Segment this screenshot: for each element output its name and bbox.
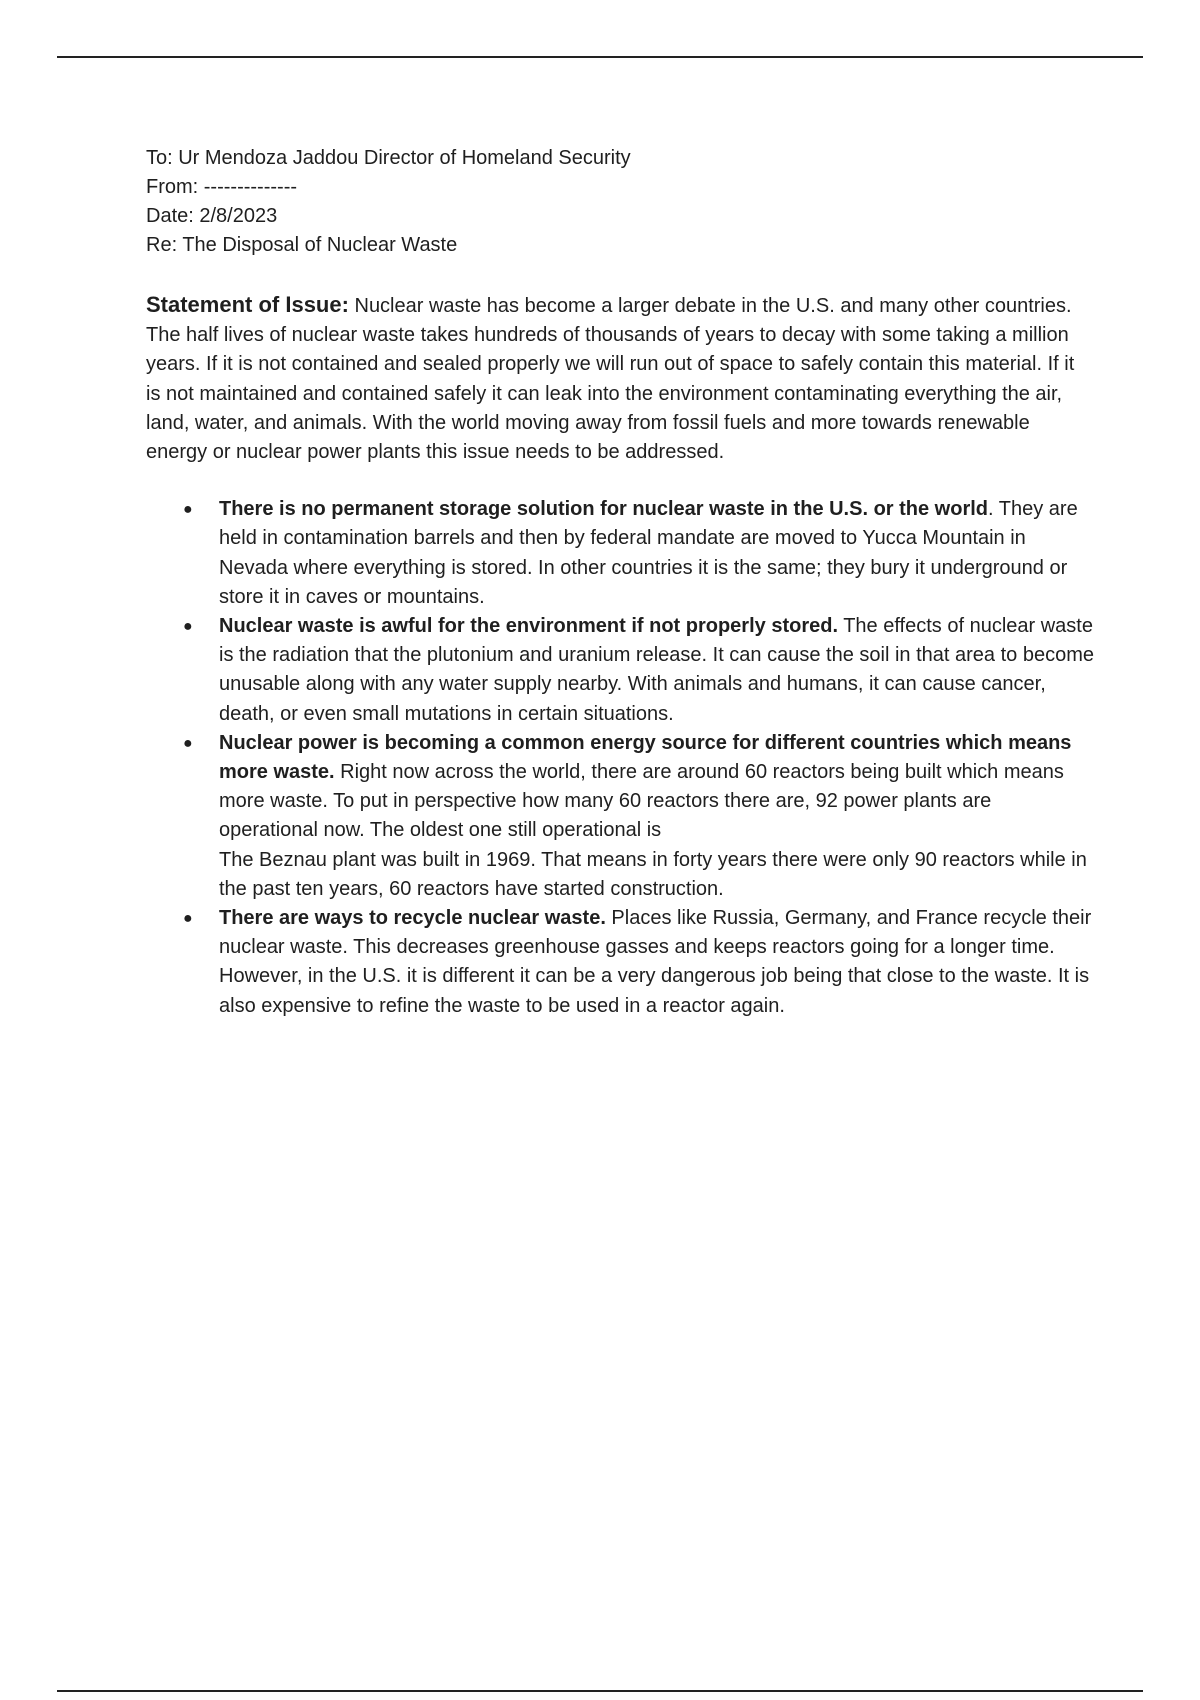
point-heading: There are ways to recycle nuclear waste. <box>219 907 606 930</box>
bullet-icon: ● <box>183 501 193 519</box>
point-heading: Nuclear power is becoming a common energy source for different countries which means more waste. <box>219 731 1072 784</box>
list-item <box>146 729 1094 904</box>
statement-label: Statement of Issue: <box>146 292 349 317</box>
point-heading: There is no permanent storage solution for nuclear waste in the U.S. or the world <box>219 498 989 521</box>
bullet-icon: ● <box>183 734 193 752</box>
list-item <box>146 612 1094 729</box>
memo-from: From: -------------- <box>146 176 298 198</box>
point-text-continued: The Beznau plant was built in 1969. That means in forty years there were only 90 reactors while in the past ten years, 60 reactors have started construction. <box>219 848 1087 900</box>
point-text: Places like Russia, Germany, and France recycle their nuclear waste. This decreases greenhouse gasses and keeps reactors going for a longer time. However, in the U.S. it is different it can be a very dangerous job being that close to the waste. It is also expensive to refine the waste to be used in a reactor again. <box>219 907 1092 1017</box>
memo-subject: Re: The Disposal of Nuclear Waste <box>146 234 458 256</box>
memo-to: To: Ur Mendoza Jaddou Director of Homeland Security <box>146 147 631 169</box>
statement-text: Nuclear waste has become a larger debate in the U.S. and many other countries. The half lives of nuclear waste takes hundreds of thousands of years to decay with some taking a million years. If it is not contained and sealed properly we will run out of space to safely contain this material. If it is not maintained and contained safely it can leak into the environment contaminating everything the air, land, water, and animals. With the world moving away from fossil fuels and more towards renewable energy or nuclear power plants this issue needs to be addressed. <box>146 295 1075 464</box>
point-text: The effects of nuclear waste is the radiation that the plutonium and uranium release. It can cause the soil in that area to become unusable along with any water supply nearby. With animals and humans, it can cause cancer, death, or even small mutations in certain situations. <box>219 615 1094 725</box>
point-text: . They are held in contamination barrels and then by federal mandate are moved to Yucca Mountain in Nevada where everything is stored. In other countries it is the same; they bury it underground or store it in caves or mountains. <box>219 498 1078 608</box>
bullet-icon: ● <box>183 910 193 928</box>
list-item <box>146 495 1094 612</box>
memo-date: Date: 2/8/2023 <box>146 205 278 227</box>
key-points-list <box>146 495 1094 1021</box>
memo-document <box>146 144 1094 1021</box>
statement-of-issue <box>146 290 1094 467</box>
point-text: Right now across the world, there are around 60 reactors being built which means more waste. To put in perspective how many 60 reactors there are, 92 power plants are operational now. The oldest one still operational is <box>219 761 1064 842</box>
bottom-divider <box>57 1690 1143 1692</box>
top-divider <box>57 56 1143 58</box>
point-heading: Nuclear waste is awful for the environment if not properly stored. <box>219 615 839 638</box>
bullet-icon: ● <box>183 618 193 636</box>
list-item <box>146 904 1094 1021</box>
